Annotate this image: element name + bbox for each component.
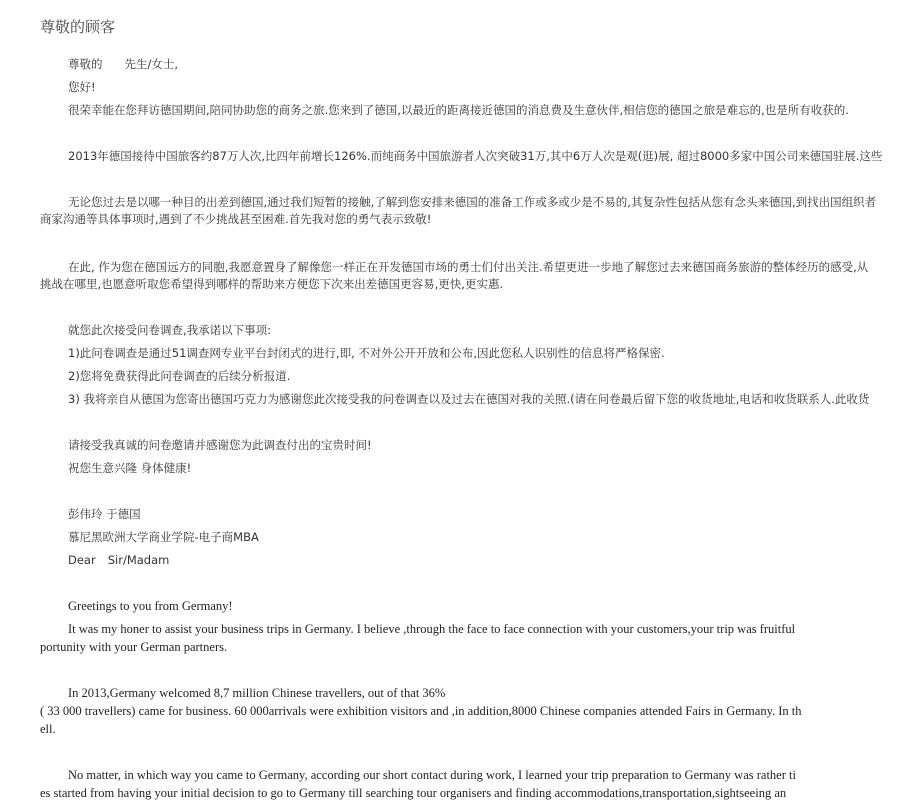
cn-paragraph-4-line-1: 在此, 作为您在德国远方的同胞,我愿意置身了解像您一样正在开发德国市场的勇士们付出关注.希望更进一步地了解您过去来德国商务旅游的整体经历的感受,从 (68, 260, 869, 274)
salutation-line (68, 56, 178, 72)
salutation-suffix: 先生/女士, (124, 57, 179, 71)
en-paragraph-2-line-3: ell. (40, 722, 56, 736)
promise-item-3: 3) 我将亲自从德国为您寄出德国巧克力为感谢您此次接受我的问卷调查以及过去在德国对我的关照.(请在问卷最后留下您的收货地址,电话和收货联系人.此收货 (68, 392, 870, 406)
invitation-line: 请接受我真诚的问卷邀请并感谢您为此调查付出的宝贵时间! (68, 438, 372, 452)
en-paragraph-3-line-2: es started from having your initial decision to go to Germany till searching tour organisers and finding accommodations,transportation,sightseeing an (40, 786, 787, 800)
page-title: 尊敬的顾客 (40, 18, 116, 36)
wish-line: 祝您生意兴隆 身体健康! (68, 461, 192, 475)
dear-recipient: Sir/Madam (107, 553, 170, 567)
en-paragraph-2-line-2: ( 33 000 travellers) came for business. 60 000arrivals were exhibition visitors and ,in addition,8000 Chinese companies attended Fairs in Germany. In th (40, 704, 802, 718)
cn-paragraph-4-line-2: 挑战在哪里,也愿意听取您希望得到哪样的帮助来方便您下次来出差德国更容易,更快,更实惠. (40, 277, 504, 291)
cn-paragraph-3-line-1: 无论您过去是以哪一种目的出差到德国,通过我们短暂的接触,了解到您安排来德国的准备工作或多或少是不易的,其复杂性包括从您有念头来德国,到找出国组织者 (68, 195, 877, 209)
en-paragraph-1-line-2: portunity with your German partners. (40, 640, 228, 654)
en-paragraph-3-line-1: No matter, in which way you came to Germany, according our short contact during work, I learned your trip preparation to Germany was rather ti (68, 768, 796, 782)
cn-paragraph-3-line-2: 商家沟通等具体事项时,遇到了不少挑战甚至困难.首先我对您的勇气表示致敬! (40, 212, 432, 226)
greeting-hello: 您好! (68, 80, 96, 94)
promise-item-2: 2)您将免费获得此问卷调查的后续分析报道. (68, 369, 291, 383)
en-paragraph-1-line-1: It was my honer to assist your business trips in Germany. I believe ,through the face to face connection with your customers,your trip was fruitful (68, 622, 796, 636)
en-greeting: Greetings to you from Germany! (68, 599, 233, 613)
cn-paragraph-2: 2013年德国接待中国旅客约87万人次,比四年前增长126%.而纯商务中国旅游者人次突破31万,其中6万人次是观(逛)展, 超过8000多家中国公司来德国驻展.这些 (68, 149, 883, 163)
signature-organization: 慕尼黑欧洲大学商业学院-电子商MBA (68, 530, 259, 544)
cn-paragraph-1: 很荣幸能在您拜访德国期间,陪同协助您的商务之旅.您来到了德国,以最近的距离接近德国的消息费及生意伙伴,相信您的德国之旅是难忘的,也是所有收获的. (68, 103, 849, 117)
promise-item-1: 1)此问卷调查是通过51调查网专业平台封闭式的进行,即, 不对外公开开放和公布,因此您私人识别性的信息将严格保密. (68, 346, 665, 360)
salutation-prefix: 尊敬的 (68, 57, 103, 71)
en-paragraph-2-line-1: In 2013,Germany welcomed 8,7 million Chinese travellers, out of that 36% (68, 686, 446, 700)
promise-intro: 就您此次接受问卷调查,我承诺以下事项: (68, 323, 272, 337)
dear-line (68, 552, 169, 568)
dear-word: Dear (68, 553, 96, 567)
signature-name: 彭伟玲 于德国 (68, 507, 141, 521)
